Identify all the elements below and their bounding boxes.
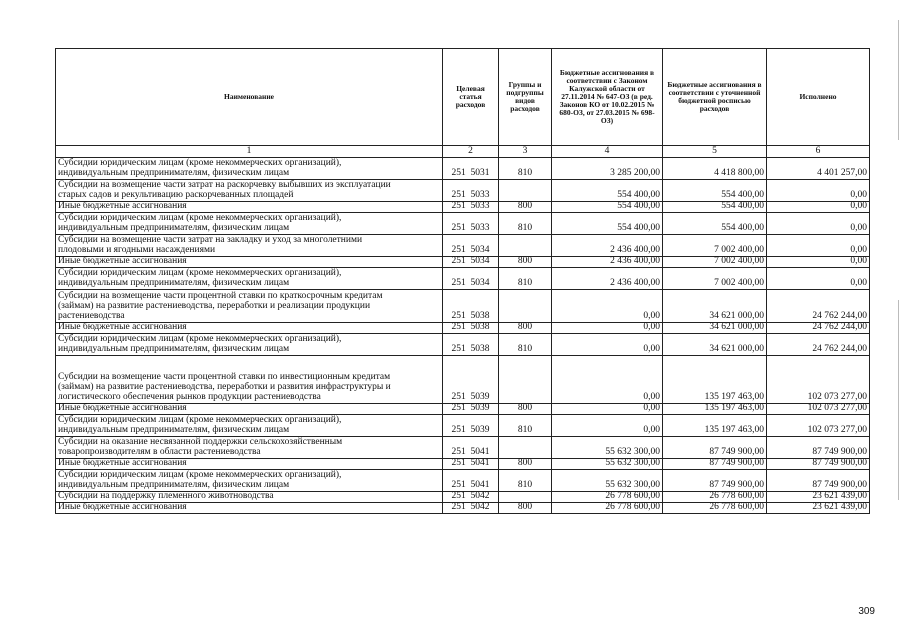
row-refined-budget: 34 621 000,00 bbox=[663, 323, 767, 334]
row-target-article: 251 5041 bbox=[443, 437, 499, 459]
column-number: 4 bbox=[552, 146, 663, 158]
budget-table bbox=[55, 48, 870, 514]
row-refined-budget: 554 400,00 bbox=[663, 202, 767, 213]
table-row bbox=[56, 323, 870, 334]
row-name: Субсидии на возмещение части затрат на закладку и уход за многолетними плодовыми и ягодными насаждениями bbox=[56, 235, 443, 257]
row-law-budget: 26 778 600,00 bbox=[552, 492, 663, 503]
row-name: Иные бюджетные ассигнования bbox=[56, 459, 443, 470]
row-executed: 0,00 bbox=[767, 268, 870, 290]
row-executed: 24 762 244,00 bbox=[767, 290, 870, 323]
row-law-budget: 554 400,00 bbox=[552, 202, 663, 213]
table-row bbox=[56, 437, 870, 459]
row-executed: 0,00 bbox=[767, 257, 870, 268]
row-refined-budget: 554 400,00 bbox=[663, 180, 767, 202]
header-law-budget: Бюджетные ассигнования в соответствии с Законом Калужской области от 27.11.2014 № 647-ОЗ (в ред. Законов КО от 10.02.2015 № 680-ОЗ, от 27.03.2015 № 698-ОЗ) bbox=[552, 49, 663, 146]
row-target-article: 251 5042 bbox=[443, 492, 499, 503]
table-row bbox=[56, 334, 870, 356]
row-law-budget: 26 778 600,00 bbox=[552, 503, 663, 514]
row-target-article: 251 5039 bbox=[443, 356, 499, 404]
column-number: 6 bbox=[767, 146, 870, 158]
row-law-budget: 2 436 400,00 bbox=[552, 257, 663, 268]
row-law-budget: 0,00 bbox=[552, 356, 663, 404]
row-name: Иные бюджетные ассигнования bbox=[56, 257, 443, 268]
row-law-budget: 0,00 bbox=[552, 290, 663, 323]
row-executed: 23 621 439,00 bbox=[767, 492, 870, 503]
header-refined-budget: Бюджетные ассигнования в соответствии с уточненной бюджетной росписью расходов bbox=[663, 49, 767, 146]
row-refined-budget: 7 002 400,00 bbox=[663, 268, 767, 290]
table-row bbox=[56, 470, 870, 492]
table-row bbox=[56, 492, 870, 503]
table-row bbox=[56, 290, 870, 323]
header-expense-group: Группы и подгруппы видов расходов bbox=[499, 49, 552, 146]
row-name: Субсидии юридическим лицам (кроме некоммерческих организаций), индивидуальным предпринимателям, физическим лицам bbox=[56, 415, 443, 437]
header-target-article: Целевая статья расходов bbox=[443, 49, 499, 146]
row-executed: 102 073 277,00 bbox=[767, 404, 870, 415]
table-row bbox=[56, 404, 870, 415]
row-expense-group bbox=[499, 492, 552, 503]
row-executed: 102 073 277,00 bbox=[767, 415, 870, 437]
row-refined-budget: 87 749 900,00 bbox=[663, 459, 767, 470]
table-row bbox=[56, 459, 870, 470]
table-row bbox=[56, 158, 870, 180]
row-executed: 0,00 bbox=[767, 180, 870, 202]
row-name: Субсидии на возмещение части затрат на раскорчевку выбывших из эксплуатации старых садов и рекультивацию раскорчеванных площадей bbox=[56, 180, 443, 202]
row-refined-budget: 87 749 900,00 bbox=[663, 437, 767, 459]
header-executed: Исполнено bbox=[767, 49, 870, 146]
row-expense-group: 810 bbox=[499, 158, 552, 180]
row-target-article: 251 5033 bbox=[443, 180, 499, 202]
table-row bbox=[56, 356, 870, 404]
row-name: Субсидии юридическим лицам (кроме некоммерческих организаций), индивидуальным предпринимателям, физическим лицам bbox=[56, 158, 443, 180]
row-target-article: 251 5042 bbox=[443, 503, 499, 514]
row-expense-group bbox=[499, 180, 552, 202]
row-target-article: 251 5034 bbox=[443, 257, 499, 268]
row-executed: 4 401 257,00 bbox=[767, 158, 870, 180]
row-law-budget: 0,00 bbox=[552, 323, 663, 334]
column-number: 1 bbox=[56, 146, 443, 158]
row-name: Субсидии на поддержку племенного животноводства bbox=[56, 492, 443, 503]
row-refined-budget: 4 418 800,00 bbox=[663, 158, 767, 180]
row-expense-group: 810 bbox=[499, 334, 552, 356]
margin-scan-line bbox=[898, 20, 899, 140]
row-refined-budget: 7 002 400,00 bbox=[663, 235, 767, 257]
row-target-article: 251 5033 bbox=[443, 202, 499, 213]
row-executed: 24 762 244,00 bbox=[767, 323, 870, 334]
row-expense-group: 800 bbox=[499, 503, 552, 514]
row-expense-group bbox=[499, 290, 552, 323]
row-target-article: 251 5039 bbox=[443, 415, 499, 437]
row-name: Субсидии юридическим лицам (кроме некоммерческих организаций), индивидуальным предпринимателям, физическим лицам bbox=[56, 268, 443, 290]
row-refined-budget: 34 621 000,00 bbox=[663, 334, 767, 356]
row-law-budget: 2 436 400,00 bbox=[552, 235, 663, 257]
row-target-article: 251 5038 bbox=[443, 323, 499, 334]
row-name: Иные бюджетные ассигнования bbox=[56, 323, 443, 334]
row-expense-group: 800 bbox=[499, 257, 552, 268]
row-executed: 87 749 900,00 bbox=[767, 437, 870, 459]
row-refined-budget: 7 002 400,00 bbox=[663, 257, 767, 268]
row-target-article: 251 5033 bbox=[443, 213, 499, 235]
row-executed: 87 749 900,00 bbox=[767, 470, 870, 492]
table-row bbox=[56, 180, 870, 202]
header-name: Наименование bbox=[56, 49, 443, 146]
row-executed: 0,00 bbox=[767, 213, 870, 235]
row-expense-group: 800 bbox=[499, 404, 552, 415]
row-executed: 24 762 244,00 bbox=[767, 334, 870, 356]
row-executed: 0,00 bbox=[767, 202, 870, 213]
row-law-budget: 554 400,00 bbox=[552, 213, 663, 235]
table-row bbox=[56, 235, 870, 257]
table-row bbox=[56, 202, 870, 213]
row-law-budget: 55 632 300,00 bbox=[552, 470, 663, 492]
row-name: Субсидии юридическим лицам (кроме некоммерческих организаций), индивидуальным предпринимателям, физическим лицам bbox=[56, 213, 443, 235]
row-target-article: 251 5034 bbox=[443, 235, 499, 257]
row-law-budget: 0,00 bbox=[552, 404, 663, 415]
row-expense-group bbox=[499, 356, 552, 404]
row-name: Субсидии юридическим лицам (кроме некоммерческих организаций), индивидуальным предпринимателям, физическим лицам bbox=[56, 334, 443, 356]
table-row bbox=[56, 257, 870, 268]
row-refined-budget: 34 621 000,00 bbox=[663, 290, 767, 323]
row-law-budget: 0,00 bbox=[552, 334, 663, 356]
row-refined-budget: 135 197 463,00 bbox=[663, 356, 767, 404]
row-executed: 87 749 900,00 bbox=[767, 459, 870, 470]
row-name: Иные бюджетные ассигнования bbox=[56, 202, 443, 213]
page-number: 309 bbox=[858, 606, 875, 617]
row-refined-budget: 87 749 900,00 bbox=[663, 470, 767, 492]
row-target-article: 251 5031 bbox=[443, 158, 499, 180]
column-number: 3 bbox=[499, 146, 552, 158]
row-executed: 23 621 439,00 bbox=[767, 503, 870, 514]
row-target-article: 251 5038 bbox=[443, 334, 499, 356]
row-name: Субсидии на возмещение части процентной ставки по краткосрочным кредитам (займам) на развитие растениеводства, переработки и реализации продукции растениеводства bbox=[56, 290, 443, 323]
row-expense-group: 810 bbox=[499, 470, 552, 492]
row-target-article: 251 5041 bbox=[443, 470, 499, 492]
row-law-budget: 55 632 300,00 bbox=[552, 437, 663, 459]
row-expense-group: 810 bbox=[499, 268, 552, 290]
row-name: Субсидии на оказание несвязанной поддержки сельскохозяйственным товаропроизводителям в области растениеводства bbox=[56, 437, 443, 459]
margin-scan-line bbox=[898, 300, 899, 500]
row-expense-group bbox=[499, 437, 552, 459]
row-target-article: 251 5038 bbox=[443, 290, 499, 323]
row-refined-budget: 26 778 600,00 bbox=[663, 503, 767, 514]
table-body bbox=[56, 158, 870, 514]
row-expense-group bbox=[499, 235, 552, 257]
row-name: Субсидии на возмещение части процентной ставки по инвестиционным кредитам (займам) на развитие растениеводства, переработки и развития инфраструктуры и логистического обеспечения рынков продукции растениеводства bbox=[56, 356, 443, 404]
row-law-budget: 0,00 bbox=[552, 415, 663, 437]
table-row bbox=[56, 415, 870, 437]
row-expense-group: 810 bbox=[499, 213, 552, 235]
row-executed: 102 073 277,00 bbox=[767, 356, 870, 404]
row-expense-group: 800 bbox=[499, 323, 552, 334]
row-expense-group: 800 bbox=[499, 202, 552, 213]
row-refined-budget: 554 400,00 bbox=[663, 213, 767, 235]
row-target-article: 251 5034 bbox=[443, 268, 499, 290]
header-row bbox=[56, 49, 870, 146]
row-law-budget: 55 632 300,00 bbox=[552, 459, 663, 470]
column-number: 5 bbox=[663, 146, 767, 158]
row-expense-group: 800 bbox=[499, 459, 552, 470]
row-refined-budget: 26 778 600,00 bbox=[663, 492, 767, 503]
row-law-budget: 554 400,00 bbox=[552, 180, 663, 202]
row-target-article: 251 5039 bbox=[443, 404, 499, 415]
table-row bbox=[56, 503, 870, 514]
row-name: Субсидии юридическим лицам (кроме некоммерческих организаций), индивидуальным предпринимателям, физическим лицам bbox=[56, 470, 443, 492]
table-row bbox=[56, 268, 870, 290]
row-target-article: 251 5041 bbox=[443, 459, 499, 470]
budget-sheet bbox=[55, 48, 869, 514]
row-refined-budget: 135 197 463,00 bbox=[663, 415, 767, 437]
row-name: Иные бюджетные ассигнования bbox=[56, 404, 443, 415]
row-law-budget: 3 285 200,00 bbox=[552, 158, 663, 180]
row-executed: 0,00 bbox=[767, 235, 870, 257]
row-name: Иные бюджетные ассигнования bbox=[56, 503, 443, 514]
row-refined-budget: 135 197 463,00 bbox=[663, 404, 767, 415]
table-row bbox=[56, 213, 870, 235]
column-number: 2 bbox=[443, 146, 499, 158]
row-law-budget: 2 436 400,00 bbox=[552, 268, 663, 290]
column-number-row bbox=[56, 146, 870, 158]
row-expense-group: 810 bbox=[499, 415, 552, 437]
